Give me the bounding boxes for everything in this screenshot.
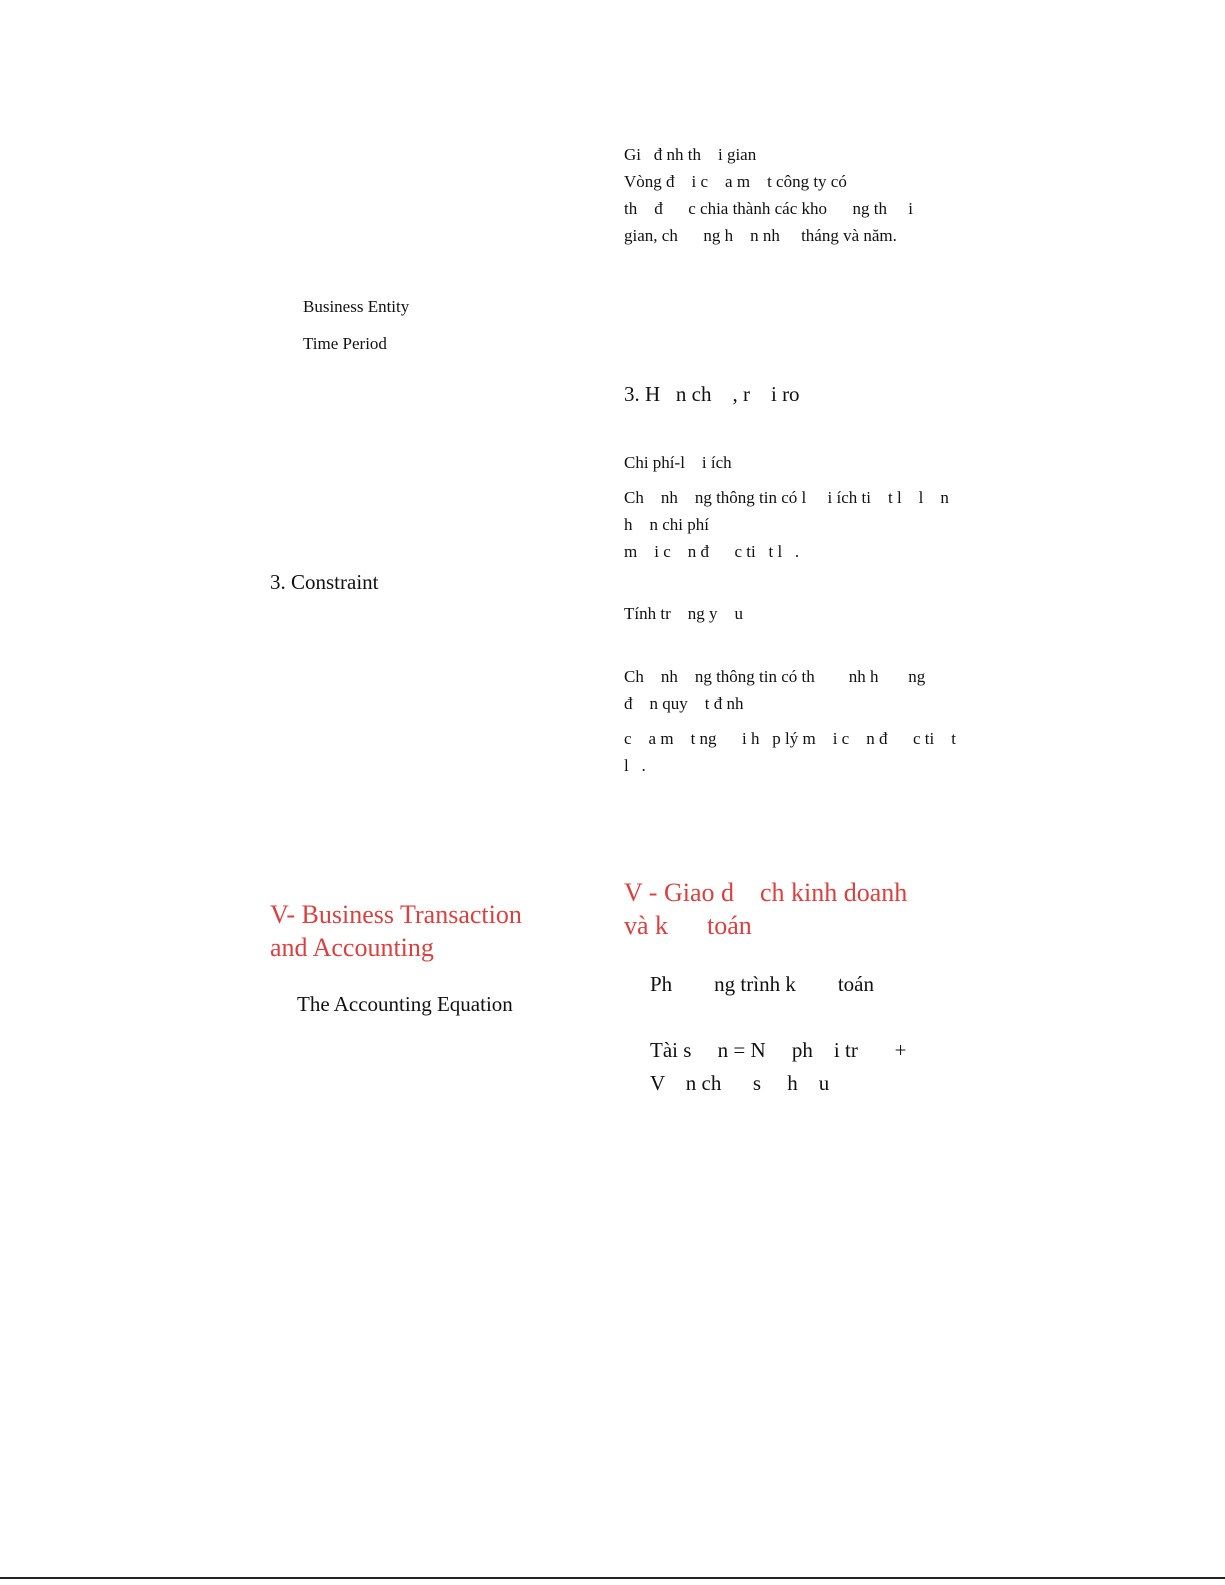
materiality-line: c a m t ng i h p lý m i c n đ c ti t [624, 729, 956, 748]
cost-benefit-line: h n chi phí [624, 515, 709, 534]
section-v-vi-title-line-2: và k toán [624, 911, 752, 940]
accounting-equation-label: The Accounting Equation [297, 992, 513, 1016]
equation-heading-vi: Ph ng trình k toán [650, 972, 874, 996]
constraint-heading: 3. Constraint [270, 570, 379, 594]
equation-line: V n ch s h u [650, 1071, 830, 1095]
page-bottom-rule [0, 1577, 1225, 1579]
materiality-heading: Tính tr ng y u [624, 604, 743, 623]
time-assumption-line: gian, ch ng h n nh tháng và năm. [624, 226, 897, 245]
cost-benefit-line: m i c n đ c ti t l . [624, 542, 800, 561]
section-v-vi-title-line-1: V - Giao d ch kinh doanh [624, 878, 908, 907]
time-period-label: Time Period [303, 334, 387, 353]
equation-line: Tài s n = N ph i tr + [650, 1038, 907, 1062]
section-v-title-line-2: and Accounting [270, 933, 434, 962]
time-assumption-line: th đ c chia thành các kho ng th i [624, 199, 913, 218]
time-assumption-heading: Gi đ nh th i gian [624, 145, 757, 164]
materiality-line: Ch nh ng thông tin có th nh h ng [624, 667, 926, 686]
materiality-line: l . [624, 756, 646, 775]
cost-benefit-line: Ch nh ng thông tin có l i ích ti t l l n [624, 488, 949, 507]
constraint-risk-heading: 3. H n ch , r i ro [624, 382, 800, 406]
section-v-title-line-1: V- Business Transaction [270, 900, 522, 929]
business-entity-label: Business Entity [303, 297, 410, 316]
cost-benefit-heading: Chi phí-l i ích [624, 453, 732, 472]
time-assumption-line: Vòng đ i c a m t công ty có [624, 172, 847, 191]
materiality-line: đ n quy t đ nh [624, 694, 744, 713]
